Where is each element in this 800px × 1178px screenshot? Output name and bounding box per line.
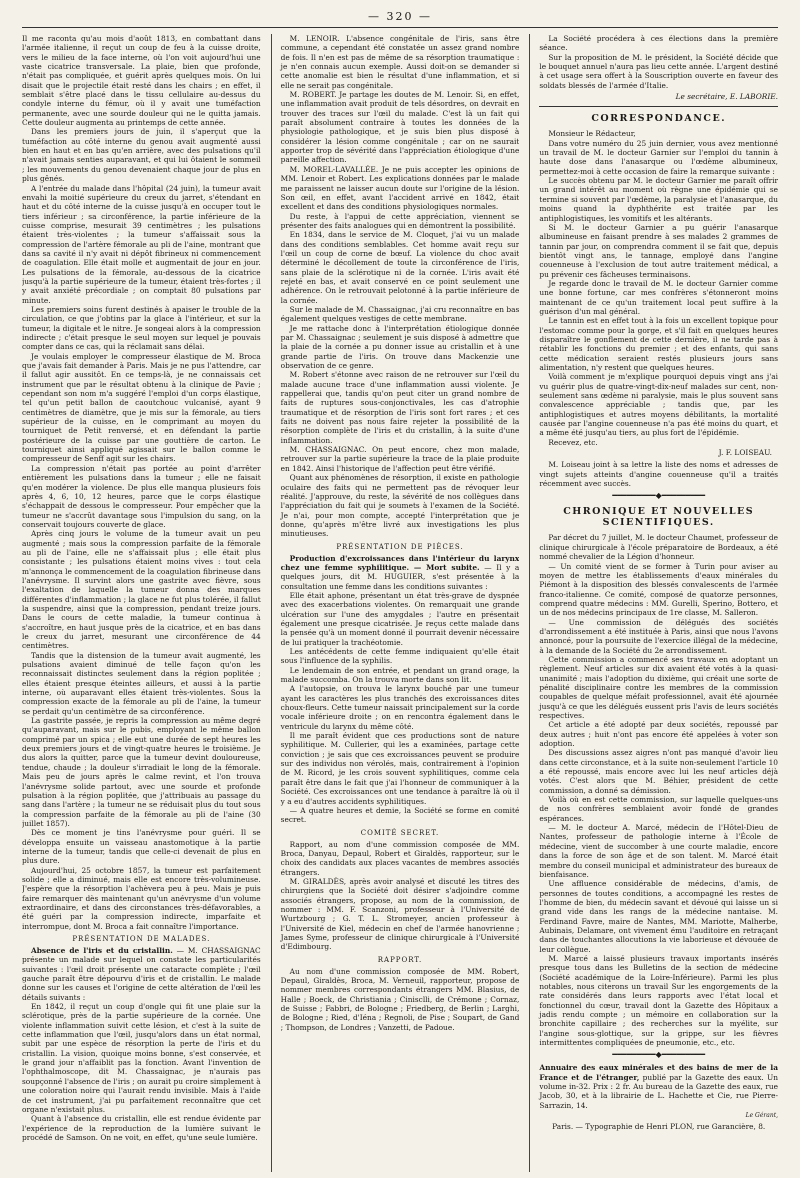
col2-paragraph: Rapport, au nom d'une commission composée de MM. Broca, Danyau, Depaul, Robert et Giraldès, rapporteur, sur le choix des candidats aux places vacantes de membres associés étrangers. [280,839,520,877]
col3-paragraph: Le tannin est en effet tout à la fois un excellent topique pour l'estomac comme pour la gorge, et s'il fait en quelques heures disparaître le gonflement de cette dernière, il ne tarde pas à rétablir les fonctions du premier ; et des enfants, qui sans cette médication seraient restés plusieurs jours sans alimentation, n'y restent que quelques heures. [539,316,779,372]
col2-paragraph: M. LENOIR. L'absence congénitale de l'iris, sans être commune, a cependant été constatée un assez grand nombre de fois. Il n'en est pas de même de sa résorption traumatique : je n'en connais aucun exemple. Aussi doit-on se demander si cette anomalie est bien le résultat d'une inflammation, et si elle ne serait pas congénitale. [280,34,520,90]
col2-paragraph: Je me rattache donc à l'interprétation étiologique donnée par M. Chassaignac ; seulement je suis disposé à admettre que la plaie de la cornée a pu donner issue au cristallin et à une grande partie de l'iris. On trouve dans Mackenzie une observation de ce genre. [280,323,520,371]
col3-paragraph: Cette commission a commencé ses travaux en adoptant un règlement. Neuf articles sur dix avaient été votés à la quasi-unanimité ; mais l'adoption du dixième, qui créait une sorte de pénalité disciplinaire contre les membres de la commission coupables de quelque méfait professionnel, avait été ajournée jusqu'à ce que les délégués eussent pris l'avis de leurs sociétés respectives. [539,654,779,720]
col2-paragraph: A l'autopsie, on trouva le larynx bouché par une tumeur ayant les caractères les plus tranchés des excroissances dites choux-fleurs. Cette tumeur naissait principalement sur la corde vocale inférieure droite ; on en rencontra également dans le ventricule du larynx du même côté. [280,684,520,731]
col1-paragraph: Aujourd'hui, 25 octobre 1857, la tumeur est parfaitement solide ; elle a diminué, mais elle est encore très-volumineuse. J'espère que la résorption l'achèvera peu à peu. Mais je puis faire remarquer dès maintenant qu'un anévrysme d'un volume extraordinaire, et dans des circonstances très-défavorables, a été guéri par la compression indirecte, imparfaite et interrompue, dont M. Broca a fait connaître l'importance. [22,865,261,931]
gerant-label: Le Gérant, [745,1112,779,1120]
section-title-chronique: CHRONIQUE ET NOUVELLES SCIENTIFIQUES. [563,506,755,529]
col1-paragraph: Après cinq jours le volume de la tumeur avait un peu augmenté ; mais sous la compression parfaite de la fémorale au pli de l'aine, elle ne s'affaissait plus ; elle était plus consistante ; les pulsations étaient moins vives : tout cela m'annonça le commencement de la coagulation fibrineuse dans l'anévrysme. Il survint alors une gastrite avec fièvre, sous l'exaltation de laquelle la tumeur donna des marques différentes d'inflammation ; la glace ne fut plus tolérée, il fallut la suspendre, ainsi que la compression, pendant treize jours. Dans le cours de cette maladie, la tumeur continua à s'accroître, en haut jusque près de la cicatrice, et en bas dans le creux du jarret, mesurant une circonférence de 44 centimètres. [22,529,261,651]
col2-paragraph: Les antécédents de cette femme indiquaient qu'elle était sous l'influence de la syphilis. [280,647,520,666]
col2-paragraph: Le lendemain de son entrée, et pendant un grand orage, la malade succomba. On la trouva morte dans son lit. [280,665,520,685]
annuaire-notice [539,1063,778,1110]
column-2 [271,34,520,1172]
col2-paragraph: Au nom d'une commission composée de MM. Robert, Depaul, Giraldès, Broca, M. Verneuil, rapporteur, propose de nommer membres correspondants étrangers MM. Blasius, de Halle ; Boeck, de Christiania ; Cinisclli, de Crémone ; Cornaz, de Suisse ; Fabbri, de Bologne ; Friedberg, de Berlin ; Larghi, de Bologne ; Ried, d'Iéna ; Regnoli, de Pise ; Soupart, de Gand ; Thompson, de Londres ; Vanzetti, de Padoue. [280,966,520,1032]
col1-paragraph: Je voulais employer le compresseur élastique de M. Broca que j'avais fait demander à Paris. Mais je ne pus l'attendre, car il fallut agir aussitôt. En ce temps-là, je ne connaissais cet instrument que par le résultat obtenu à la clinique de Pavie ; cependant son nom m'a suggéré l'emploi d'un corps élastique, tel qu'un petit ballon de caoutchouc vulcanisé, ayant 9 centimètres de diamètre, que je mis sur la fémorale, au tiers supérieur de la cuisse, en le comprimant au moyen du tourniquet de Petit renversé, et en défendant la partie postérieure de la cuisse par une gouttière de carton. Le tourniquet ainsi appliqué agissait sur le ballon comme le compresseur de Senff agit sur les chairs. [22,351,261,464]
col2-paragraph: Du reste, à l'appui de cette appréciation, viennent se présenter des faits analogues qui en démontrent la possibilité. [280,211,520,230]
ornament-divider: ━━━━━━━━━◆━━━━━━━━━ [612,491,706,501]
col2-paragraph: — A quatre heures et demie, la Société se forme en comité secret. [280,805,520,825]
secretary-signature: Le secrétaire, E. LABORIE. [675,92,779,102]
col3-paragraph: — Un comité vient de se former à Turin pour aviser au moyen de mettre les établissements d'eaux minérales du Piémont à la disposition des blessés convalescents de l'armée franco-italienne. Ce comité, composé de quatorze personnes, comprend quatre médecins : MM. Gurelli, Sperino, Bottero, et un de nos médecins principaux de 1re classe, M. Salleron. [539,561,779,618]
col2-paragraph: M. GIRALDÈS, après avoir analysé et discuté les titres des chirurgiens que la Société doit désirer s'adjoindre comme associés étrangers, propose, au nom de la commission, de nommer : MM. F. Scanzoni, professeur à l'Université de Wurtzbourg ; G. T. L. Stromeyer, ancien professeur à l'Université de Kiel, médecin en chef de l'armée hanovrienne ; James Syme, professeur de clinique chirurgicale à l'Université d'Edimbourg. [280,876,520,952]
col3-paragraph: Des discussions assez aigres n'ont pas manqué d'avoir lieu dans cette circonstance, et à la suite non-seulement l'article 10 a été repoussé, mais encore avec lui les neuf articles déjà votés. C'est alors que M. Béhier, président de cette commission, a donné sa démission. [539,748,779,795]
salutation: Monsieur le Rédacteur, [548,129,636,139]
col2-paragraph: M. CHASSAIGNAC. On peut encore, chez mon malade, retrouver sur la partie supérieure la trace de la plaie produite en 1842. Ainsi l'historique de l'affection peut être vérifié. [280,445,520,473]
col3-paragraph: Une affluence considérable de médecins, d'amis, de personnes de toutes conditions, a accompagné les restes de l'homme de bien, du médecin savant et dévoué qui laisse un si grand vide dans les rangs de la médecine nantaise. M. Ferdinand Favre, maire de Nantes, MM. Mariotte, Malherbe, Aubinais, Delamare, ont vivement ému l'auditoire en retraçant dans de touchantes allocutions la vie laborieuse et dévouée de leur collègue. [539,879,779,954]
col3-paragraph: Cet article a été adopté par deux sociétés, repoussé par deux autres ; huit n'ont pas encore été appelées à voter son adoption. [539,720,779,749]
section-title-comite-secret: COMITÉ SECRET. [360,828,440,837]
section-title-correspondance: CORRESPONDANCE. [591,113,727,125]
col2-paragraph: Quant aux phénomènes de résorption, il existe en pathologie oculaire des faits qui ne permettent pas de révoquer leur réalité. J'approuve, du reste, la sévérité de nos collègues dans l'appréciation du fait qui je soumets à l'examen de la Société. Je n'ai, pour mon compte, accepté l'interprétation que je donne, qu'après m'être livré aux investigations les plus minutieuses. [280,473,520,539]
col3-paragraph: Voilà comment je m'explique pourquoi depuis vingt ans j'ai vu guérir plus de quatre-vingt-dix-neuf malades sur cent, non-seulement sans œdème ni paralysie, mais le plus souvent sans convalescence appréciable ; tandis que, par les antiphlogistiques et autres moyens débilitants, la mortalité causée par l'angine couenneuse n'a pas été moins du quart, et a même été jusqu'au tiers, au plus fort de l'épidémie. [539,372,779,438]
col3-paragraph: M. Loiseau joint à sa lettre la liste des noms et adresses de vingt sujets atteints d'angine couenneuse qu'il a traités récemment avec succès. [539,460,779,489]
col3-paragraph: Sur la proposition de M. le président, la Société décide que le bouquet annuel n'aura pas lieu cette année. L'argent destiné à cet usage sera offert à la Souscription ouverte en faveur des soldats blessés de l'armée d'Italie. [539,52,779,90]
col1-paragraph: Tandis que la distension de la tumeur avait augmenté, les pulsations avaient diminué de telle façon qu'on les reconnaissait distinctes seulement dans la région poplitée ; elles étaient presque éteintes ailleurs, et aussi à la partie interne, où auparavant elles étaient très-violentes. Sous la compression exacte de la fémorale au pli de l'aine, la tumeur se perdait qu'un centimètre de sa circonférence. [22,650,261,716]
case-heading: Absence de l'iris et du cristallin. [31,946,173,955]
page-number: — 320 — [368,10,432,23]
col3-paragraph: Dans votre numéro du 25 juin dernier, vous avez mentionné un travail de M. le docteur Garnier sur l'emploi du tannin à haute dose dans l'anasarque ou l'œdème albumineux, permettez-moi à cette occasion de faire la remarque suivante : [539,138,779,176]
col1-paragraph: En 1842, il reçut un coup d'ongle qui fit une plaie sur la sclérotique, près de la partie supérieure de la cornée. Une violente inflammation suivit cette lésion, et c'est à la suite de cette inflammation que l'œil, jusqu'alors dans un état normal, subit par une espèce de résorption la perte de l'iris et du cristallin. La vision, quoique moins bonne, s'est conservée, et le grand jour n'affaiblit pas la fonction. Avant l'invention de l'ophthalmoscope, dit M. Chassaignac, je n'aurais pas soupçonné l'absence de l'iris ; on aurait pu croire simplement à une coloration noire qui l'aurait rendu invisible. Mais à l'aide de cet instrument, j'ai pu parfaitement reconnaître que cet organe n'existait plus. [22,1002,261,1114]
col3-paragraph: La Société procédera à ces élections dans la première séance. [539,34,779,53]
printer-imprint: Paris. — Typographie de Henri PLON, rue Garancière, 8. [552,1122,766,1132]
section-title-presentation-pieces: PRÉSENTATION DE PIÈCES. [336,542,464,551]
top-rule [22,27,778,28]
col3-paragraph: Le succès obtenu par M. le docteur Garnier me paraît offrir un grand intérêt au moment où règne une épidémie qui se termine si souvent par l'œdème, la paralysie et l'anasarque, du moins quand la dyphthérite est traitée par les antiphlogistiques, les vomitifs et les altérants. [539,176,779,223]
col2-paragraph: En 1834, dans le service de M. Cloquet, j'ai vu un malade dans des conditions semblables. Cet homme avait reçu sur l'œil un coup de corne de bœuf. La violence du choc avait déterminé le décollement de toute la circonférence de l'iris, sans plaie de la sclérotique ni de la cornée. L'iris avait été rejeté en bas, et avait conservé en ce point seulement une adhérence. On le retrouvait pelotonné à la partie inférieure de la cornée. [280,230,520,305]
annuaire-details: publié par la Gazette des eaux. Un volume in-32. Prix : 2 fr. Au bureau de la Gazette des eaux, rue Jacob, 30, et à la librairie de L. Hachette et Cie, rue Pierre-Sarrazin, 14. [539,1072,779,1110]
annuaire-heading: Annuaire des eaux minérales et des bains de mer de la France et de l'étranger, [539,1063,779,1082]
col2-paragraph: Il me paraît évident que ces productions sont de nature syphilitique. M. Cullerier, qui les a examinées, partage cette conviction ; je sais que ces excroissances peuvent se produire sur des individus non vérolés, mais, contrairement à l'opinion de M. Ricord, je les crois souvent syphilitiques, comme cela paraît être dans le fait que j'ai l'honneur de communiquer à la Société. Ces excroissances ont une tendance à paraître là où il y a eu d'autres accidents syphilitiques. [280,731,520,806]
col3-paragraph: Voilà où en est cette commission, sur laquelle quelques-uns de nos confrères semblaient avoir fondé de grandes espérances. [539,795,779,823]
col1-paragraph: La gastrite passée, je repris la compression au même degré qu'auparavant, mais sur le pubis, employant le même ballon comprimé par un spica ; elle eut une durée de sept heures les deux premiers jours et de vingt-quatre heures le troisième. Je dus alors la quitter, parce que la tumeur devint douloureuse, tendue, chaude ; la douleur s'irradiait le long de la fémorale. Mais peu de jours après le calme revint, et l'on trouva l'anévrysme solide partout, avec une sourde et profonde pulsation à la région poplitée, que j'attribuais au passage du sang dans l'artère ; la tumeur ne se réduisait plus du tout sous la compression parfaite de la fémorale au pli de l'aine (30 juillet 1857). [22,716,261,828]
col3-paragraph: Je regarde donc le travail de M. le docteur Garnier comme une bonne fortune, car mes confrères s'étonneront moins maintenant de ce qu'un traitement local peut suffire à la guérison d'un mal général. [539,278,779,316]
column-1 [22,34,261,1172]
piece-paragraph [281,554,520,591]
col2-paragraph: Sur le malade de M. Chassaignac, j'ai cru reconnaître en bas également quelques vestiges de cette membrane. [280,304,520,324]
col2-paragraph: M. MOREL-LAVALLÉE. Je ne puis accepter les opinions de MM. Lenoir et Robert. Les explications données par le malade me paraissent ne laisser aucun doute sur l'origine de la lésion. Son œil, en effet, avant l'accident arrivé en 1842, était excellent et dans des conditions physiologiques normales. [280,164,520,212]
ornament-divider: ━━━━━━━━━◆━━━━━━━━━ [612,1050,706,1060]
col3-paragraph: M. Marcé a laissé plusieurs travaux importants insérés presque tous dans les Bulletins de la section de médecine (Société académique de la Loire-Inférieure). Parmi les plus notables, nous citerons un travail Sur les engorgements de la rate considérés dans leurs rapports avec l'état local et fonctionnel du cœur, travail dont la Gazette des Hôpitaux a jadis rendu compte ; un mémoire en collaboration sur la bronchite capillaire ; des recherches sur la myélite, sur l'angine sous-glottique, sur la grippe, sur les fièvres intermittentes compliquées de pneumonie, etc., etc. [539,953,779,1048]
col2-paragraph: M. ROBERT. Je partage les doutes de M. Lenoir. Si, en effet, une inflammation avait produit de tels désordres, on devrait en trouver des traces sur l'œil du malade. C'est là un fait qui paraît absolument contraire à toutes les données de la physiologie pathologique, et je suis bien plus disposé à considérer la lésion comme congénitale ; car on ne saurait apporter trop de sévérité dans l'appréciation étiologique d'une pareille affection. [280,90,520,165]
col1-paragraph: Dans les premiers jours de juin, il s'aperçut que la tuméfaction au côté interne du genou avait augmenté aussi bien en haut et en bas qu'en arrière, avec des pulsations qu'il n'avait jamais senties auparavant, et qui lui ôtaient le sommeil ; les mouvements du genou devenaient chaque jour de plus en plus gênés. [22,127,261,184]
col1-paragraph: A l'entrée du malade dans l'hôpital (24 juin), la tumeur avait envahi la moitié supérieure du creux du jarret, s'étendant en haut et du côté interne de la cuisse jusqu'à en occuper tout le tiers inférieur ; sa circonférence, la partie inférieure de la cuisse comprise, mesurait 39 centimètres ; les pulsations étaient très-violentes ; la tumeur s'affaissait sous la compression de l'artère fémorale au pli de l'aine, montrant que dans sa cavité il n'y avait ni dépôt fibrineux ni commencement de coagulation. Elle était molle et augmentait de jour en jour. Les pulsations de la fémorale, au-dessous de la cicatrice jusqu'à la partie supérieure de la tumeur, étaient très-fortes ; il y avait anxiété précordiale ; on comptait 80 pulsations par minute. [22,183,261,305]
col3-paragraph: Recevez, etc. [548,437,598,447]
divider [539,106,778,107]
piece-intro: — Il y a quelques jours, dit M. HUGUIER, s'est présentée à la consultation une femme dans les conditions suivantes : [280,562,520,591]
col1-paragraph: La compression n'était pas portée au point d'arrêter entièrement les pulsations dans la tumeur ; elle ne faisait qu'en modérer la violence. De plus elle manqua plusieurs fois après 4, 6, 10, 12 heures, parce que le corps élastique s'échappait de dessous le compresseur. Pour empêcher que la tumeur ne s'accrût davantage sous l'impulsion du sang, on la conservait toujours couverte de glace. [22,463,261,529]
section-title-presentation-malades: PRÉSENTATION DE MALADES. [72,935,211,943]
col2-paragraph: Elle était aphone, présentant un état très-grave de dyspnée avec des exacerbations violentes. On remarquait une grande ulcération sur l'une des amygdales ; l'autre en présentait également une presque cicatrisée. Je reçus cette malade dans la pensée qu'à un moment donné il pourrait devenir nécessaire de lui pratiquer la trachéotomie. [280,590,520,647]
case-intro: — M. CHASSAIGNAC présente un malade sur lequel on constate les particularités suivantes : l'œil droit présente une cataracte complète ; l'œil gauche paraît être dépourvu d'iris et de cristallin. Le malade donne sur les causes et l'origine de cette altération de l'œil les détails suivants : [22,946,261,1002]
col1-paragraph: Quant à l'absence du cristallin, elle est rendue évidente par l'expérience de la reproduction de la lumière suivant le procédé de Samson. On ne voit, en effet, qu'une seule lumière. [22,1114,261,1142]
piece-heading: Production d'excroissances dans l'intérieur du larynx chez une femme syphilitique. — Mort subite. [280,553,520,572]
col1-paragraph: Il me raconta qu'au mois d'août 1813, en combattant dans l'armée italienne, il reçut un coup de feu à la cuisse droite, vers le milieu de la face interne, où l'on voit aujourd'hui une vaste cicatrice transversale. La plaie, bien que profonde, n'était pas compliquée, et guérit après quelques mois. On lui disait que le projectile était resté dans les chairs ; en effet, il semblait s'être placé dans le tissu cellulaire au-dessus du condyle interne du fémur, où il y avait une tuméfaction permanente, avec une sourde douleur qui ne le quitta jamais. Cette douleur augmenta au printemps de cette année. [22,34,261,128]
col3-paragraph: — M. le docteur A. Marcé, médecin de l'Hôtel-Dieu de Nantes, professeur de pathologie interne à l'École de médecine, vient de succomber à une courte maladie, encore dans la force de son âge et de son talent. M. Marcé était membre du conseil municipal et administrateur des bureaux de bienfaisance. [539,823,779,879]
case-paragraph [22,946,261,1002]
col1-paragraph: Dès ce moment je tins l'anévrysme pour guéri. Il se développa ensuite un vaisseau anastomotique à la partie interne de la tumeur, tandis que celle-ci devenait de plus en plus dure. [22,828,261,866]
col3-paragraph: Si M. le docteur Garnier a pu guérir l'anasarque albumineuse en faisant prendre à ses malades 2 grammes de tannin par jour, on comprendra comment il se fait que, depuis bientôt vingt ans, le tannage, employé dans l'angine couenneuse à l'exclusion de tout autre traitement médical, a pu prévenir ces fâcheuses terminaisons. [539,222,779,279]
section-title-rapport: RAPPORT. [377,955,423,964]
columns [22,34,778,1172]
col3-paragraph: — Une commission de délégués des sociétés d'arrondissement a été instituée à Paris, ainsi que nous l'avons annoncé, pour la poursuite de l'exercice illégal de la médecine, à la demande de la Société du 2e arrondissement. [539,617,779,655]
loiseau-signature: J. F. LOISEAU. [718,448,773,458]
col2-paragraph: M. Robert s'étonne avec raison de ne retrouver sur l'œil du malade aucune trace d'une inflammation aussi violente. Je rappellerai que, tandis qu'on peut citer un grand nombre de faits de ruptures sous-conjonctivales, les cas d'atrophie traumatique et de résorption de l'iris sont fort rares ; et ces faits ne doivent pas nous faire rejeter la possibilité de la résorption complète de l'iris et du cristallin, à la suite d'une inflammation. [280,370,520,445]
col3-paragraph: Par décret du 7 juillet, M. le docteur Chaumet, professeur de clinique chirurgicale à l'école préparatoire de Bordeaux, a été nommé chevalier de la Légion d'honneur. [539,533,779,562]
col1-paragraph: Les premiers soins furent destinés à apaiser le trouble de la circulation, ce que j'obtins par la glace à l'intérieur, et sur la tumeur, la digitale et le nitre. Je songeai alors à la compression indirecte ; c'était presque le seul moyen sur lequel je pouvais compter dans ce cas, qui la réclamait sans délai. [22,304,261,352]
column-3 [529,34,778,1172]
